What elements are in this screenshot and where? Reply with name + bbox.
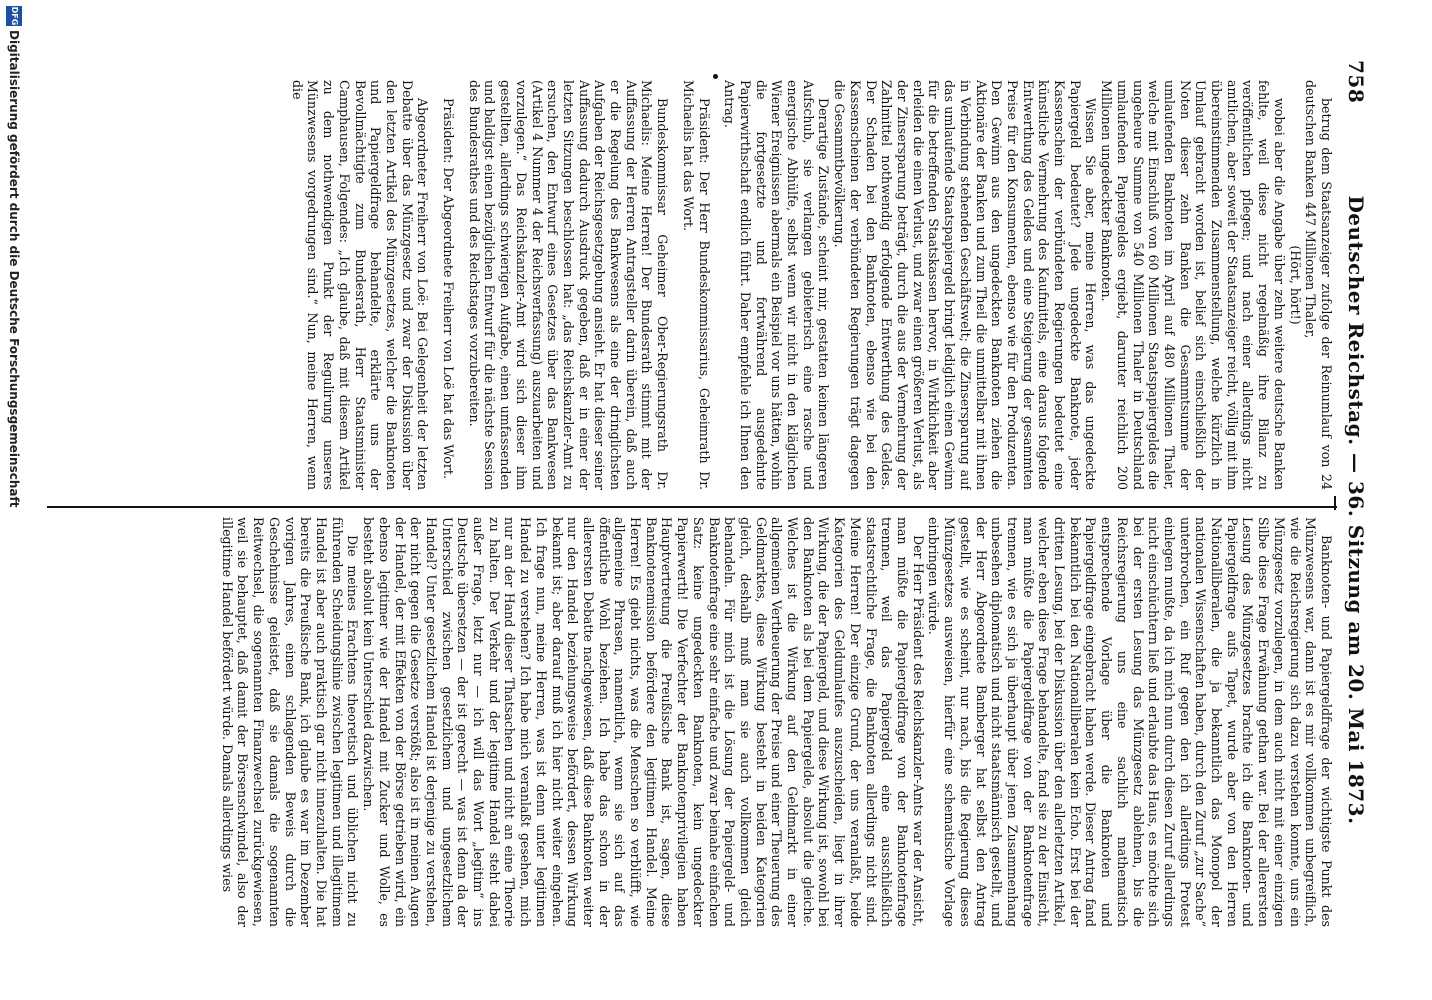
page-number: 758 [1344, 60, 1368, 104]
paragraph: Derartige Zustände, scheint mir, gestatten keinen längeren Aufschub, sie verlangen gebieterisch eine rasche und energische Abhülfe, selbst wenn wir nicht in den kläglichen Wiener Ereignissen abermals ein Beispiel vor uns hätten, wohin die fortgesetzte und fortwährend ausgedehnte Papierwirthschaft endlich führt. Daher empfehle ich Ihnen den Antrag. [722, 80, 832, 490]
paragraph: betrug dem Staatsanzeiger zufolge der Reinumlauf von 24 deutschen Banken 447 Millionen Thaler, [1303, 80, 1334, 490]
page-header [1338, 60, 1368, 960]
paragraph: Wissen Sie aber, meine Herren, was das ungedeckte Papiergeld bedeutet? Jede ungedeckte Banknote, jeder Kassenschein der verbündeten Regierungen bedeutet eine künstliche Vermehrung des Kaufmittels, eine daraus folgende Entwerthung des Geldes und eine Steigerung der gesammten Preise für den Konsumenten, ebenso wie für den Produzenten. Den Gewinn aus den ungedeckten Banknoten ziehen die Aktionäre der Banken und zum Theil die unmittelbar mit ihnen in Verbindung stehenden Geschäftswelt; die Zinsersparung auf das umlaufende Staatspapiergeld bringt lediglich einen Gewinn für die betreffenden Staatskassen hervor, in Wirklichkeit aber erleiden die einen Verlust, und zwar einen größeren Verlust, als der Zinsersparung beträgt, durch die aus der Vermehrung der Zahlmittel nothwendig erfolgende Entwerthung des Geldes. Der Schaden bei den Banknoten, ebenso wie bei den Kassenscheinen der verbündeten Regierungen trägt dagegen die Gesammtbevölkerung. [832, 80, 1099, 490]
column-divider [47, 506, 1337, 508]
paragraph: Der Herr Präsident des Reichskanzler-Amts war der Ansicht, man müßte die Papiergeldfrage von der Banknotenfrage trennen, weil das Papiergeld eine ausschließlich staatsrechtliche Frage, die Banknoten allerdings nicht sind. Meine Herren! Der einzige Grund, der uns veranlaßt, beide Kategorien des Geldumlaufes auszuscheiden, liegt in ihrer Wirkung, die der Papiergeld, und diese Wirkung ist, sowohl bei den Banknoten als bei dem Papiergelde, absolut die gleiche. Welches ist die Wirkung auf den Geldmarkt in einer allgemeinen Vertheuerung der Preise und einer Theuerung des Geldmarktes, diese Wirkung besteht in beiden Kategorien gleich, deshalb muß man sie auch vollkommen gleich behandeln. Für mich ist die Lösung der Papiergeld- und Banknotenfrage eine sehr einfache und zwar beinahe einfachen Satz: keine ungedeckten Banknoten, kein ungedeckter Papierwerth! Die Verfechter der Banknotenprivilegien haben Hauptvertretung die Preußische Bank ist, sagen, diese Banknotenemission befördere den legitimen Handel. Meine Herren! Es giebt nichts, was die Menschen so verblüfft, wie allgemeine Phrasen, namentlich, wenn sie sich auf das öffentliche Wohl beziehen. Ich habe das schon in der allerersten Debatte nachgewiesen, daß diese Banknoten weiter nur den Handel beziehungsweise befördert, dessen Wirkung bekannt ist; aber darauf muß ich hier nicht weiter eingehen. Ich frage nun, meine Herren, was ist denn unter legitimen Handel zu verstehen? Ich habe mich veranlaßt gesehen, mich nur an der Hand dieser Thatsachen und nicht an eine Theorie zu halten. Der Verkehr und der legitime Handel steht dabei außer Frage, letzt nur — ich will das Wort „legitim“ ins Deutsche übersetzen — der ist gerecht — was ist denn da der Unterschied zwischen gesetzlichem und ungesetzlichem Handel? Unter gesetzlichem Handel ist derjenige zu verstehen, der nicht gegen die Gesetze verstößt; also ist in meinen Augen der Handel, der mit Effekten von der Börse getrieben wird, ein ebenso legitimer wie der Handel mit Zucker und Wolle, es besteht absolut kein Unterschied dazwischen. [361, 517, 926, 927]
running-title: Deutscher Reichstag. — 36. Sitzung am 20. Mai 1873. [1344, 195, 1368, 825]
paragraph: (Hört, hört!) [1287, 245, 1303, 325]
paragraph: Bundeskommissar Geheimer Ober-Regierungsrath Dr. Michaelis: Meine Herren! Der Bundesrath stimmt mit der Auffassung der Herren Antragsteller darin überein, daß auch er die Regelung des Bankwesens als eine der dringlichsten Aufgaben der Reichsgesetzgebung ansieht. Er hat dieser seiner Auffassung dadurch Ausdruck gegeben, daß er in einer der letzten Sitzungen beschlossen hat: „das Reichskanzler-Amt zu ersuchen, den Entwurf eines Gesetzes über das Bankwesen (Artikel 4 Nummer 4 der Reichsverfassung) auszuarbeiten und vorzulegen.“ Das Reichskanzler-Amt wird sich dieser ihm gestellten, allerdings schwierigen Aufgabe, einen umfassenden und baldigst einen bezüglichen Entwurf für die nächste Session des Bundesrathes und des Reichstages vorzubereiten. [466, 80, 671, 490]
digitization-footer [0, 0, 24, 1000]
paragraph: Präsident: Der Abgeordnete Freiherr von Loë hat das Wort. [441, 98, 457, 479]
dfg-logo: DFG [6, 6, 22, 26]
paragraph: wobei aber die Angabe über zehn weitere deutsche Banken fehlte, weil diese nicht regelmäßig ihre Bilanz zu veröffentlichen pflegen; und nach einer allerdings nicht amtlichen, aber soweit der Staatsanzeiger reicht, völlig mit ihm übereinstimmenden Zusammenstellung, welche kürzlich in Umlauf gebracht worden ist, belief sich einschließlich der Noten dieser zehn Banken die Gesammtsumme der umlaufenden Banknoten im April auf 480 Millionen Thaler, welche mit Einschluß von 60 Millionen Staatspapiergeldes die ungeheure Summe von 540 Millionen Thaler in Deutschland umlaufenden Papiergeldes ergiebt, darunter reichlich 200 Millionen ungedeckter Banknoten. [1099, 80, 1287, 490]
digitization-note: Digitalisierung gefördert durch die Deutsche Forschungsgemeinschaft [7, 30, 21, 508]
stray-ink-dot [713, 74, 718, 79]
right-text-column [54, 517, 1334, 927]
paragraph: Die meines Erachtens theoretisch und üblichen nicht zu führenden Scheidungslinie zwischen legitimen und illegitimem Handel ist aber auch praktisch gar nicht innezuhalten. Die hat bereits die Preußische Bank, ich glaube es war im Dezember vorigen Jahres, einen schlagenden Beweis durch die Geschehnisse geleistet, daß sie damals die sogenannten Reitwechsel, die sogenannten Finanzwechsel zurückgewiesen, weil sie behauptet, daß damit der Börsenschwindel, also der illegitime Handel befördert würde. Damals allerdings wies [219, 517, 361, 927]
paragraph: Banknoten- und Papiergeldfrage der wichtigste Punkt des Münzwesens war, dann ist es mir vollkommen unbegreiflich, wie die Reichsregierung sich dazu verstehen konnte, uns ein Münzgesetz vorzulegen, in dem auch nicht mit einer einzigen Silbe diese Frage Erwähnung gethan war. Bei der allerersten Lesung des Münzgesetzes brachte ich die Banknoten- und Papiergeldfrage aufs Tapet, wurde aber von den Herren Nationalliberalen, die ja bekanntlich das Monopol der nationalen Wissenschaften haben, durch den Zuruf „zur Sache“ unterbrochen, ein Ruf gegen den ich allerdings Protest einlegen mußte, da ich mich nun durch diesen Zuruf allerdings nicht einschüchtern ließ und erlaubte das Haus, es möchte sich bei der ersten Lesung das Münzgesetz ablehnen, bis die Reichsregierung uns eine sachlich mathematisch entsprechende Vorlage über die Banknoten und Papiergeldfrage eingebracht haben werde. Dieser Antrag fand bekanntlich bei den Nationalliberalen kein Echo. Erst bei der dritten Lesung, bei der Diskussion über den allerletzten Artikel, welcher eben diese Frage behandelte, fand sie zu der Einsicht, man müßte die Papiergeldfrage von der Banknotenfrage trennen, wie es sich ja überhaupt über jenen Zusammenhang unbesehen diplomatisch und nicht staatsmännisch gestellt, und der Herr Abgeordnete Bamberger hat selbst den Antrag gestellt, wie es scheint, nur nach, bis die Regierung dieses Münzgesetzes ausweisen, hierfür eine schematische Vorlage einbringen würde. [926, 517, 1334, 927]
left-text-column [54, 80, 1334, 490]
paragraph: Abgeordneter Freiherr von Loë: Bei Gelegenheit der letzten Debatte über das Münzgesetz und zwar der Diskussion über den letzten Artikel des Münzgesetzes, welcher die Banknoten und Papiergeldfrage behandelte, erklärte uns der Bevollmächtigte zum Bundesrath, Herr Staatsminister Camphausen, Folgendes: „Ich glaube, daß mit diesem Artikel zu dem nothwendigen Punkt der Regulirung unseres Münzwesens vorgedrungen sind.“ Nun, meine Herren, wenn die [289, 80, 431, 490]
paragraph: Präsident: Der Herr Bundeskommissarius, Geheimrath Dr. Michaelis hat das Wort. [680, 80, 712, 490]
